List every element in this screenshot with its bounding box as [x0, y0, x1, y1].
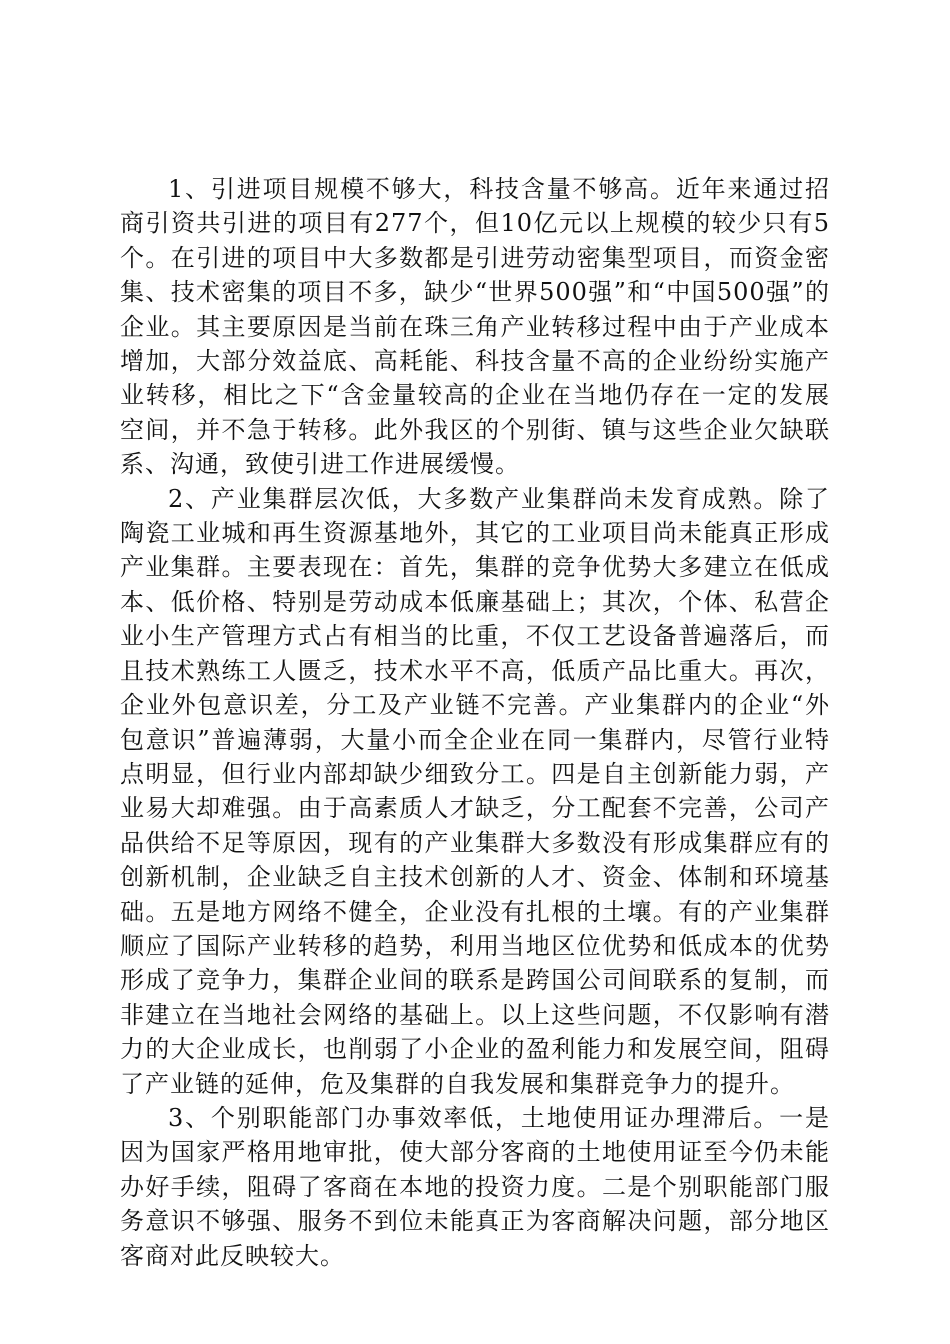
paragraph-1: 1、引进项目规模不够大，科技含量不够高。近年来通过招商引资共引进的项目有277个，但10亿元以上规模的较少只有5个。在引进的项目中大多数都是引进劳动密集型项目，而资金密集、技术密集的项目不多，缺少“世界500强”和“中国500强”的企业。其主要原因是当前在珠三角产业转移过程中由于产业成本增加，大部分效益底、高耗能、科技含量不高的企业纷纷实施产业转移，相比之下“含金量较高的企业在当地仍存在一定的发展空间，并不急于转移。此外我区的个别街、镇与这些企业欠缺联系、沟通，致使引进工作进展缓慢。 [120, 175, 830, 479]
paragraph-2: 2、产业集群层次低，大多数产业集群尚未发育成熟。除了陶瓷工业城和再生资源基地外，其它的工业项目尚未能真正形成产业集群。主要表现在：首先，集群的竞争优势大多建立在低成本、低价格、特别是劳动成本低廉基础上；其次，个体、私营企业小生产管理方式占有相当的比重，不仅工艺设备普遍落后，而且技术熟练工人匮乏，技术水平不高，低质产品比重大。再次，企业外包意识差，分工及产业链不完善。产业集群内的企业“外包意识”普遍薄弱，大量小而全企业在同一集群内，尽管行业特点明显，但行业内部却缺少细致分工。四是自主创新能力弱，产业易大却难强。由于高素质人才缺乏，分工配套不完善，公司产品供给不足等原因，现有的产业集群大多数没有形成集群应有的创新机制，企业缺乏自主技术创新的人才、资金、体制和环境基础。五是地方网络不健全，企业没有扎根的土壤。有的产业集群顺应了国际产业转移的趋势，利用当地区位优势和低成本的优势形成了竞争力，集群企业间的联系是跨国公司间联系的复制，而非建立在当地社会网络的基础上。以上这些问题，不仅影响有潜力的大企业成长，也削弱了小企业的盈利能力和发展空间，阻碍了产业链的延伸，危及集群的自我发展和集群竞争力的提升。 [120, 484, 830, 1098]
paragraph-3: 3、个别职能部门办事效率低，土地使用证办理滞后。一是因为国家严格用地审批，使大部分客商的土地使用证至今仍未能办好手续，阻碍了客商在本地的投资力度。二是个别职能部门服务意识不够强、服务不到位未能真正为客商解决问题，部分地区客商对此反映较大。 [120, 1103, 830, 1270]
document-page [120, 172, 830, 1273]
